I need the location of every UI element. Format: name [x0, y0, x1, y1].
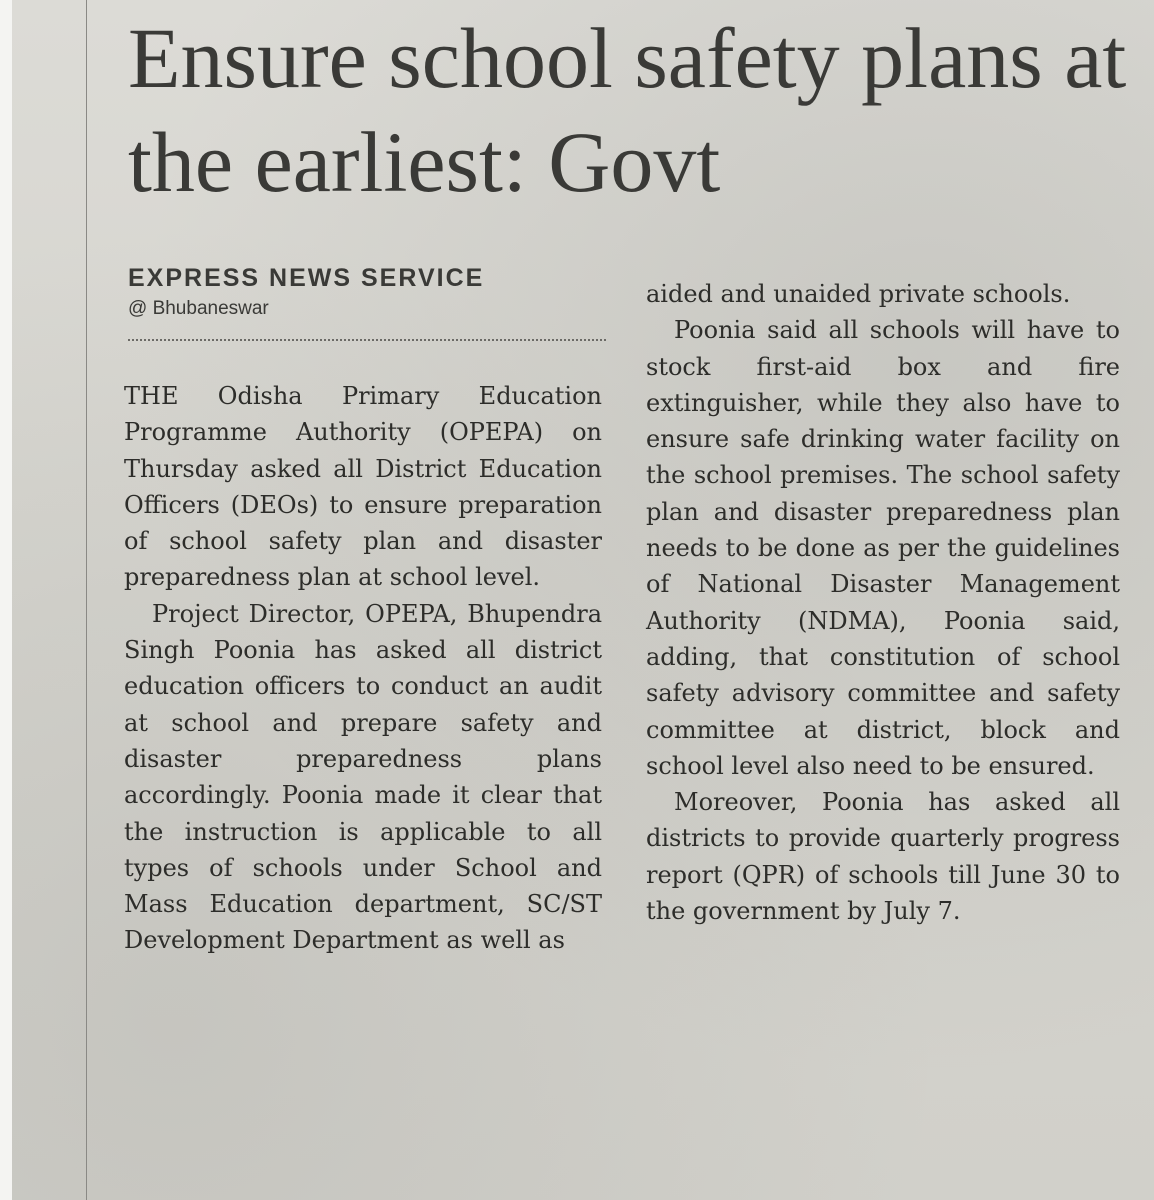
right-column [646, 276, 1120, 929]
scan-margin [0, 0, 12, 1200]
byline-divider [128, 339, 606, 341]
headline: Ensure school safety plans at the earliest: Govt [128, 10, 1127, 210]
paragraph: Project Director, OPEPA, Bhupendra Singh Poonia has asked all district education officers to conduct an audit at school and prepare safety and disaster preparedness plans accordingly. Poonia made it clear that the instruction is applicable to all types of schools under School and Mass Education department, SC/ST Development Department as well as [124, 599, 602, 955]
left-column [124, 378, 602, 959]
column-rule [86, 0, 87, 1200]
paragraph: aided and unaided private schools. [646, 280, 1071, 308]
dateline: @ Bhubaneswar [128, 298, 269, 319]
paragraph: Poonia said all schools will have to stock first-aid box and fire extinguisher, while they also have to ensure safe drinking water facility on the school premises. The school safety plan and disaster preparedness plan needs to be done as per the guidelines of National Disaster Management Authority (NDMA), Poonia said, adding, that constitution of school safety advisory committee and safety committee at district, block and school level also need to be ensured. [646, 316, 1120, 780]
paragraph: Moreover, Poonia has asked all districts to provide quarterly progress report (QPR) of schools till June 30 to the government by July 7. [646, 788, 1120, 926]
byline: EXPRESS NEWS SERVICE [128, 264, 485, 292]
paragraph: THE Odisha Primary Education Programme Authority (OPEPA) on Thursday asked all District Education Officers (DEOs) to ensure preparation of school safety plan and disaster preparedness plan at school level. [124, 382, 602, 592]
